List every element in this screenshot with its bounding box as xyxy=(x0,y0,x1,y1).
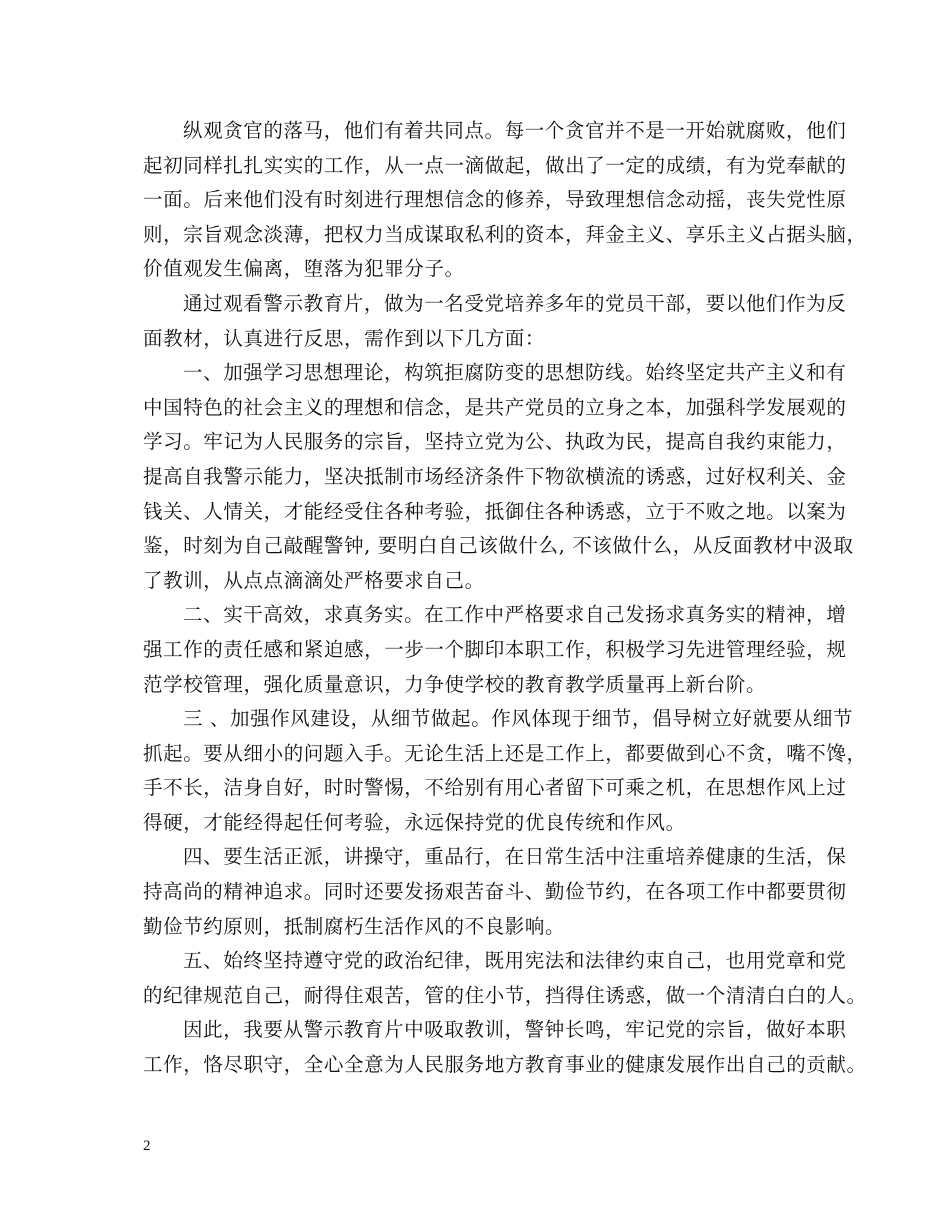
document-body xyxy=(143,114,867,1083)
paragraph-line: 通过观看警示教育片，做为一名受党培养多年的党员干部，要以他们作为反 xyxy=(183,291,847,315)
paragraph-line: 抓起。要从细小的问题入手。无论生活上还是工作上，都要做到心不贪，嘴不馋， xyxy=(143,741,867,765)
paragraph-line: 起初同样扎扎实实的工作，从一点一滴做起，做出了一定的成绩，有为党奉献的 xyxy=(143,153,847,177)
paragraph-line: 二、实干高效，求真务实。在工作中严格要求自己发扬求真务实的精神，增 xyxy=(183,603,847,627)
paragraph-line: 价值观发生偏离，堕落为犯罪分子。 xyxy=(143,257,465,281)
paragraph-line: 五、始终坚持遵守党的政治纪律，既用宪法和法律约束自己，也用党章和党 xyxy=(183,949,847,973)
page-number: 2 xyxy=(143,1138,151,1154)
paragraph-line: 手不长，洁身自好，时时警惕，不给别有用心者留下可乘之机，在思想作风上过 xyxy=(143,776,847,800)
paragraph-line: 因此，我要从警示教育片中吸取教训，警钟长鸣，牢记党的宗旨，做好本职 xyxy=(183,1018,847,1042)
paragraph-line: 提高自我警示能力，坚决抵制市场经济条件下物欲横流的诱惑，过好权利关、金 xyxy=(143,464,847,488)
paragraph-line: 四、要生活正派，讲操守，重品行，在日常生活中注重培养健康的生活，保 xyxy=(183,845,847,869)
paragraph-line: 了教训，从点点滴滴处严格要求自己。 xyxy=(143,568,485,592)
paragraph-line: 学习。牢记为人民服务的宗旨，坚持立党为公、执政为民，提高自我约束能力， xyxy=(143,430,847,454)
paragraph-line: 三 、加强作风建设，从细节做起。作风体现于细节，倡导树立好就要从细节 xyxy=(183,707,854,731)
paragraph-line: 得硬，才能经得起任何考验，永远保持党的优良传统和作风。 xyxy=(143,810,686,834)
paragraph-line: 钱关、人情关，才能经受住各种考验，抵御住各种诱惑，立于不败之地。以案为 xyxy=(143,499,847,523)
paragraph-line: 范学校管理，强化质量意识，力争使学校的教育教学质量再上新台阶。 xyxy=(143,672,767,696)
paragraph-line: 一面。后来他们没有时刻进行理想信念的修养，导致理想信念动摇，丧失党性原 xyxy=(143,188,847,212)
paragraph-line: 则，宗旨观念淡薄，把权力当成谋取私利的资本，拜金主义、享乐主义占据头脑， xyxy=(143,222,867,246)
paragraph-line: 勤俭节约原则，抵制腐朽生活作风的不良影响。 xyxy=(143,914,566,938)
paragraph-line: 工作，恪尽职守，全心全意为人民服务地方教育事业的健康发展作出自己的贡献。 xyxy=(143,1053,867,1077)
paragraph-line: 强工作的责任感和紧迫感，一步一个脚印本职工作，积极学习先进管理经验，规 xyxy=(143,637,847,661)
paragraph-line: 中国特色的社会主义的理想和信念，是共产党员的立身之本，加强科学发展观的 xyxy=(143,395,847,419)
paragraph-line: 纵观贪官的落马，他们有着共同点。每一个贪官并不是一开始就腐败，他们 xyxy=(183,119,847,142)
paragraph-line: 面教材，认真进行反思，需作到以下几方面： xyxy=(143,326,546,350)
paragraph-line: 的纪律规范自己，耐得住艰苦，管的住小节，挡得住诱惑，做一个清清白白的人。 xyxy=(143,983,867,1007)
paragraph-line: 鉴，时刻为自己敲醒警钟, 要明白自己该做什么, 不该做什么，从反面教材中汲取 xyxy=(143,534,854,558)
paragraph-line: 一、加强学习思想理论，构筑拒腐防变的思想防线。始终坚定共产主义和有 xyxy=(183,361,847,385)
paragraph-line: 持高尚的精神追求。同时还要发扬艰苦奋斗、勤俭节约，在各项工作中都要贯彻 xyxy=(143,880,847,904)
